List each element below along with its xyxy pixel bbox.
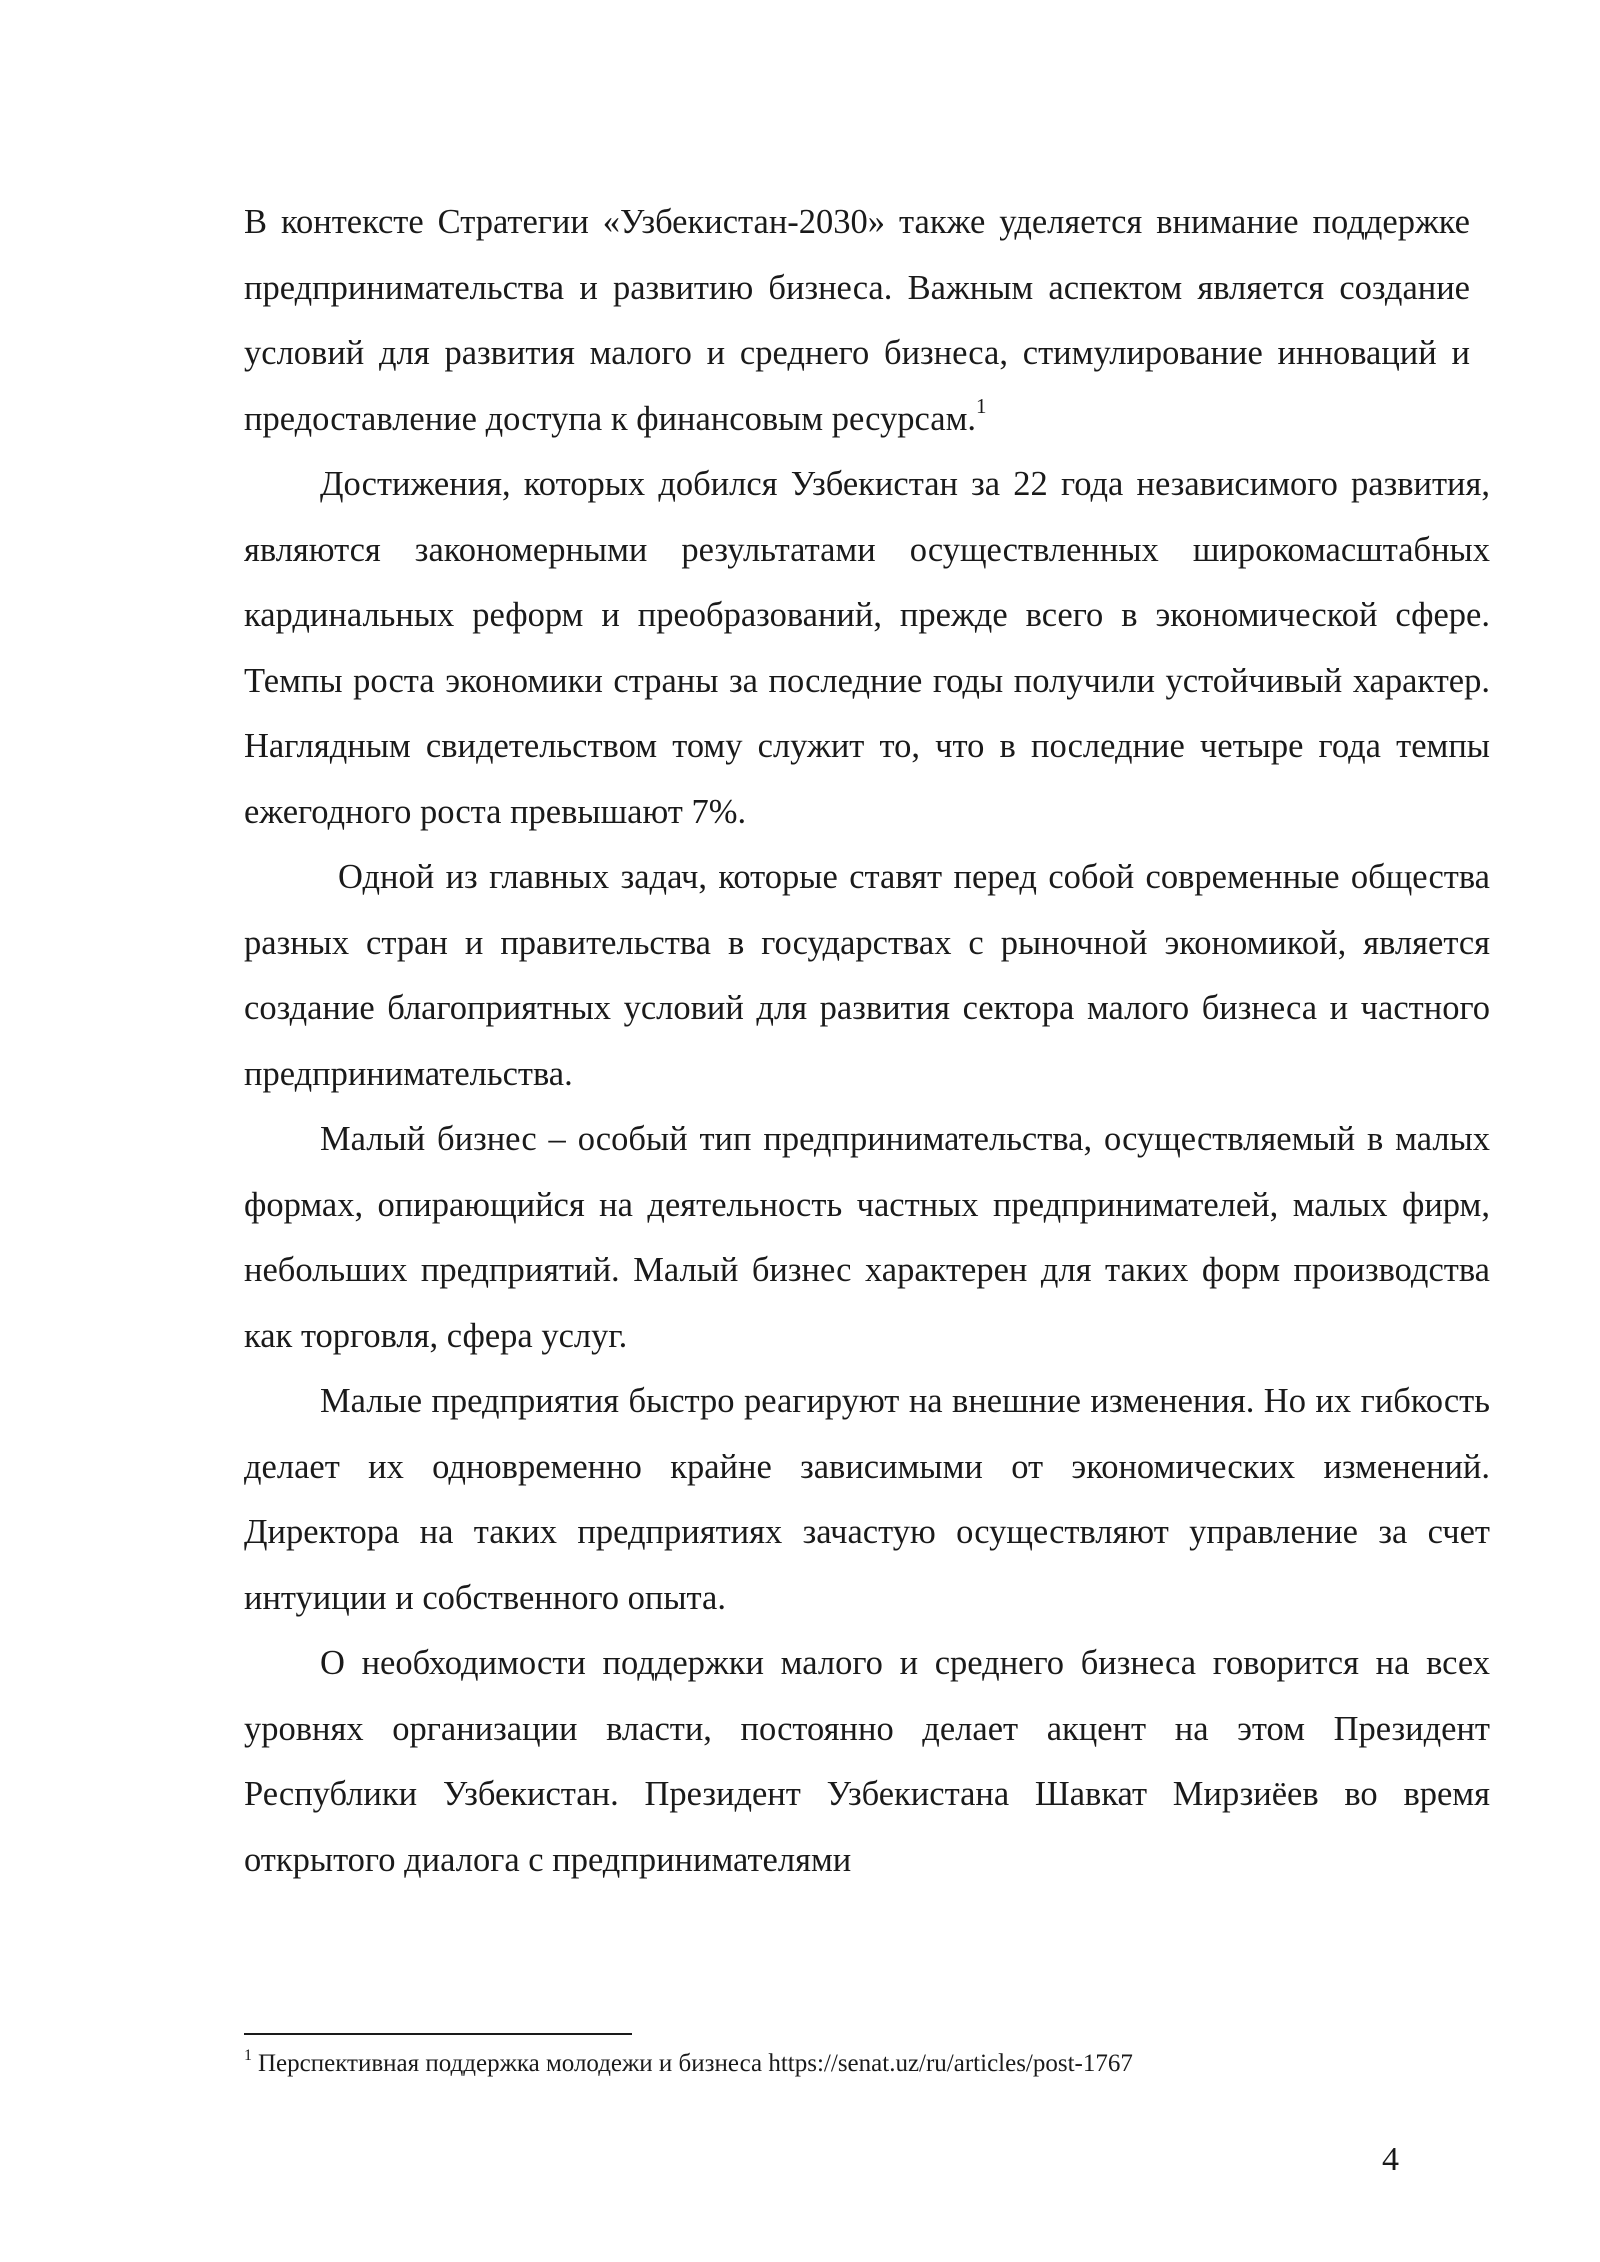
paragraph-5: Малые предприятия быстро реагируют на внешние изменения. Но их гибкость делает их одновременно крайне зависимыми от экономических изменений. Директора на таких предприятиях зачастую осуществляют управление за счет интуиции и собственного опыта.	[244, 1382, 1490, 1617]
page-number: 4	[1382, 2141, 1399, 2178]
paragraph-2: Достижения, которых добился Узбекистан за 22 года независимого развития, являются закономерными результатами осуществленных широкомасштабных кардинальных реформ и преобразований, прежде всего в экономической сфере. Темпы роста экономики страны за последние годы получили устойчивый характер. Наглядным свидетельством тому служит то, что в последние четыре года темпы ежегодного роста превышают 7%.	[244, 465, 1490, 831]
footnote	[244, 2048, 1133, 2080]
footnote-number: 1	[244, 2046, 252, 2064]
body-text	[244, 190, 1490, 1893]
footnote-separator	[244, 2033, 632, 2035]
paragraph-4: Малый бизнес – особый тип предпринимательства, осуществляемый в малых формах, опирающийся на деятельность частных предпринимателей, малых фирм, небольших предприятий. Малый бизнес характерен для таких форм производства как торговля, сфера услуг.	[244, 1120, 1490, 1355]
paragraph-1	[244, 190, 1470, 452]
footnote-text: Перспективная поддержка молодежи и бизнеса https://senat.uz/ru/articles/post-1767	[258, 2050, 1133, 2077]
footnote-reference[interactable]: 1	[976, 394, 987, 418]
paragraph-6: О необходимости поддержки малого и среднего бизнеса говорится на всех уровнях организации власти, постоянно делает акцент на этом Президент Республики Узбекистан. Президент Узбекистана Шавкат Мирзиёев во время открытого диалога с предпринимателями	[244, 1644, 1490, 1879]
paragraph-1-text: В контексте Стратегии «Узбекистан-2030» также уделяется внимание поддержке предпринимательства и развитию бизнеса. Важным аспектом является создание условий для развития малого и среднего бизнеса, стимулирование инноваций и предоставление доступа к финансовым ресурсам.	[244, 203, 1470, 438]
paragraph-3: Одной из главных задач, которые ставят перед собой современные общества разных стран и правительства в государствах с рыночной экономикой, является создание благоприятных условий для развития сектора малого бизнеса и частного предпринимательства.	[244, 858, 1490, 1093]
